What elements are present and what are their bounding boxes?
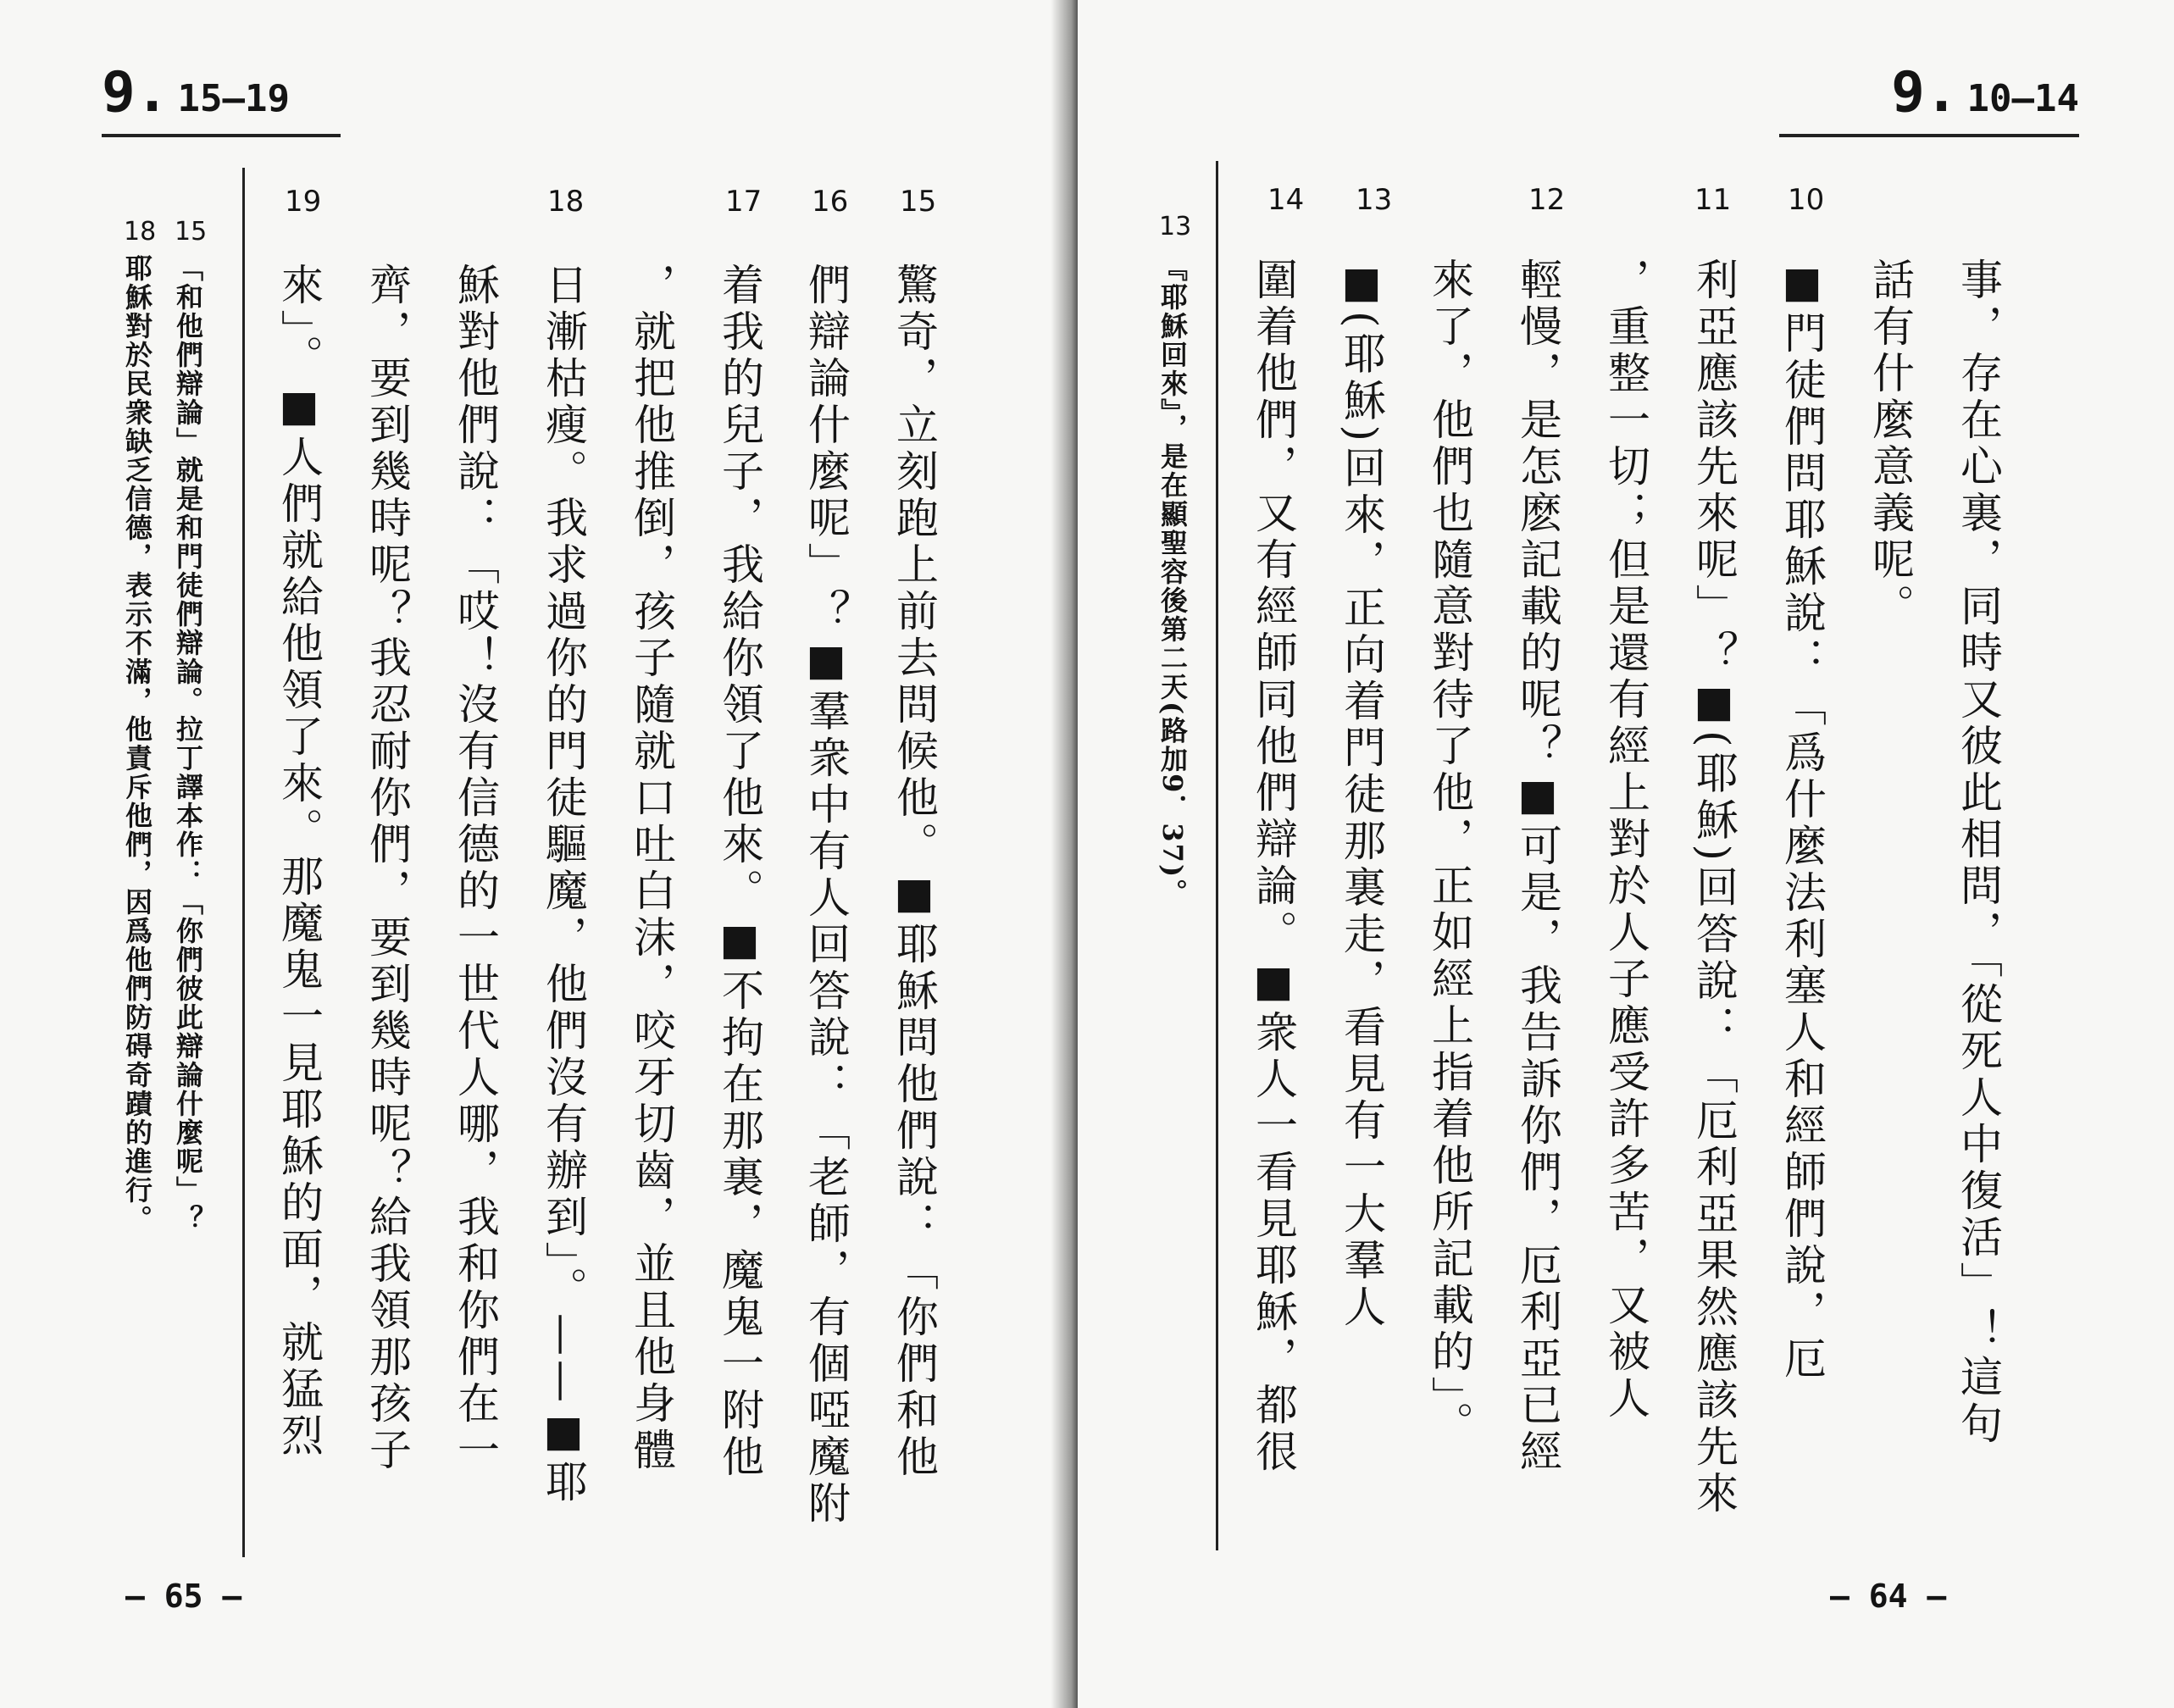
right-page bbox=[1078, 0, 2174, 1708]
left-page-header bbox=[102, 59, 341, 127]
left-text-column: 着我的兒子，我給你領了他來。■不拘在那裏，魔鬼一附他 bbox=[715, 263, 764, 1481]
right-verse-number: 10 bbox=[1788, 183, 1825, 217]
left-header-chapter: 9. bbox=[102, 59, 169, 125]
right-verse-number: 13 bbox=[1356, 183, 1393, 217]
right-header-rule bbox=[1779, 134, 2079, 137]
right-text-column: 事，存在心裏，同時又彼此相問，「從死人中復活」！這句 bbox=[1954, 258, 2003, 1448]
left-footnote: 「和他們辯論」就是和門徒們辯論。拉丁譯本作：「你們彼此辯論什麼呢」？ bbox=[172, 254, 204, 1234]
right-footnote: 『耶穌回來』，是在顯聖容後第二天(路加9．37)。 bbox=[1156, 254, 1189, 908]
left-text-column: 來」。■人們就給他領了來。那魔鬼一見耶穌的面，就猛烈 bbox=[275, 263, 324, 1460]
right-note-divider bbox=[1216, 161, 1218, 1550]
left-text-column: ，就把他推倒，孩子隨就口吐白沫，咬牙切齒，並且他身體 bbox=[627, 263, 676, 1474]
left-text-column: 日漸枯瘦。我求過你的門徒驅魔，他們沒有辦到」。——■耶 bbox=[539, 263, 588, 1506]
right-verse-number: 12 bbox=[1528, 183, 1566, 217]
right-note-number: 13 bbox=[1159, 212, 1192, 241]
right-page-header bbox=[1779, 59, 2079, 127]
right-header-chapter: 9. bbox=[1891, 59, 1959, 125]
left-verse-number: 17 bbox=[725, 185, 763, 219]
left-note-number: 18 bbox=[124, 217, 157, 247]
right-header-range: 10—14 bbox=[1966, 77, 2079, 120]
left-header-range: 15—19 bbox=[177, 77, 290, 120]
right-text-column: ，重整一切；但是還有經上對於人子應受許多苦，又被人 bbox=[1601, 258, 1650, 1422]
left-text-column: 穌對他們說：「哎！沒有信德的一世代人哪，我和你們在一 bbox=[451, 263, 500, 1474]
left-text-column: 齊，要到幾時呢？我忍耐你們，要到幾時呢？給我領那孩子 bbox=[363, 263, 412, 1474]
right-text-column: ■門徒們問耶穌說：「爲什麼法利塞人和經師們說，厄 bbox=[1777, 258, 1827, 1383]
right-verse-number: 11 bbox=[1694, 183, 1732, 217]
left-verse-number: 15 bbox=[900, 185, 937, 219]
left-header-rule bbox=[102, 134, 341, 137]
right-text-column: 輕慢，是怎麽記載的呢？■可是，我告訴你們，厄利亞已經 bbox=[1513, 258, 1562, 1476]
left-page-number: — 65 — bbox=[125, 1578, 242, 1615]
left-note-number: 15 bbox=[175, 217, 208, 247]
left-note-divider bbox=[242, 168, 245, 1557]
left-footnote: 耶穌對於民衆缺乏信德，表示不滿，他責斥他們，因爲他們防碍奇蹟的進行。 bbox=[121, 254, 153, 1234]
left-text-column: 們辯論什麼呢」？■羣衆中有人回答說：「老師，有個啞魔附 bbox=[801, 263, 851, 1528]
right-text-column: 利亞應該先來呢」？■(耶穌)回答說：「厄利亞果然應該先來 bbox=[1689, 258, 1739, 1518]
left-verse-number: 16 bbox=[812, 185, 849, 219]
left-verse-number: 19 bbox=[285, 185, 322, 219]
right-text-column: ■(耶穌)回來，正向着門徒那裏走，看見有一大羣人 bbox=[1337, 258, 1386, 1332]
right-verse-number: 14 bbox=[1267, 183, 1305, 217]
right-text-column: 話有什麼意義呢。 bbox=[1866, 258, 1915, 630]
right-page-number: — 64 — bbox=[1830, 1578, 1947, 1615]
left-text-column: 驚奇，立刻跑上前去問候他。■耶穌問他們說：「你們和他 bbox=[890, 263, 939, 1481]
left-verse-number: 18 bbox=[547, 185, 585, 219]
left-page bbox=[0, 0, 1078, 1708]
right-text-column: 圍着他們，又有經師同他們辯論。■衆人一看見耶穌，都很 bbox=[1249, 258, 1298, 1476]
right-text-column: 來了，他們也隨意對待了他，正如經上指着他所記載的」。 bbox=[1425, 258, 1474, 1448]
